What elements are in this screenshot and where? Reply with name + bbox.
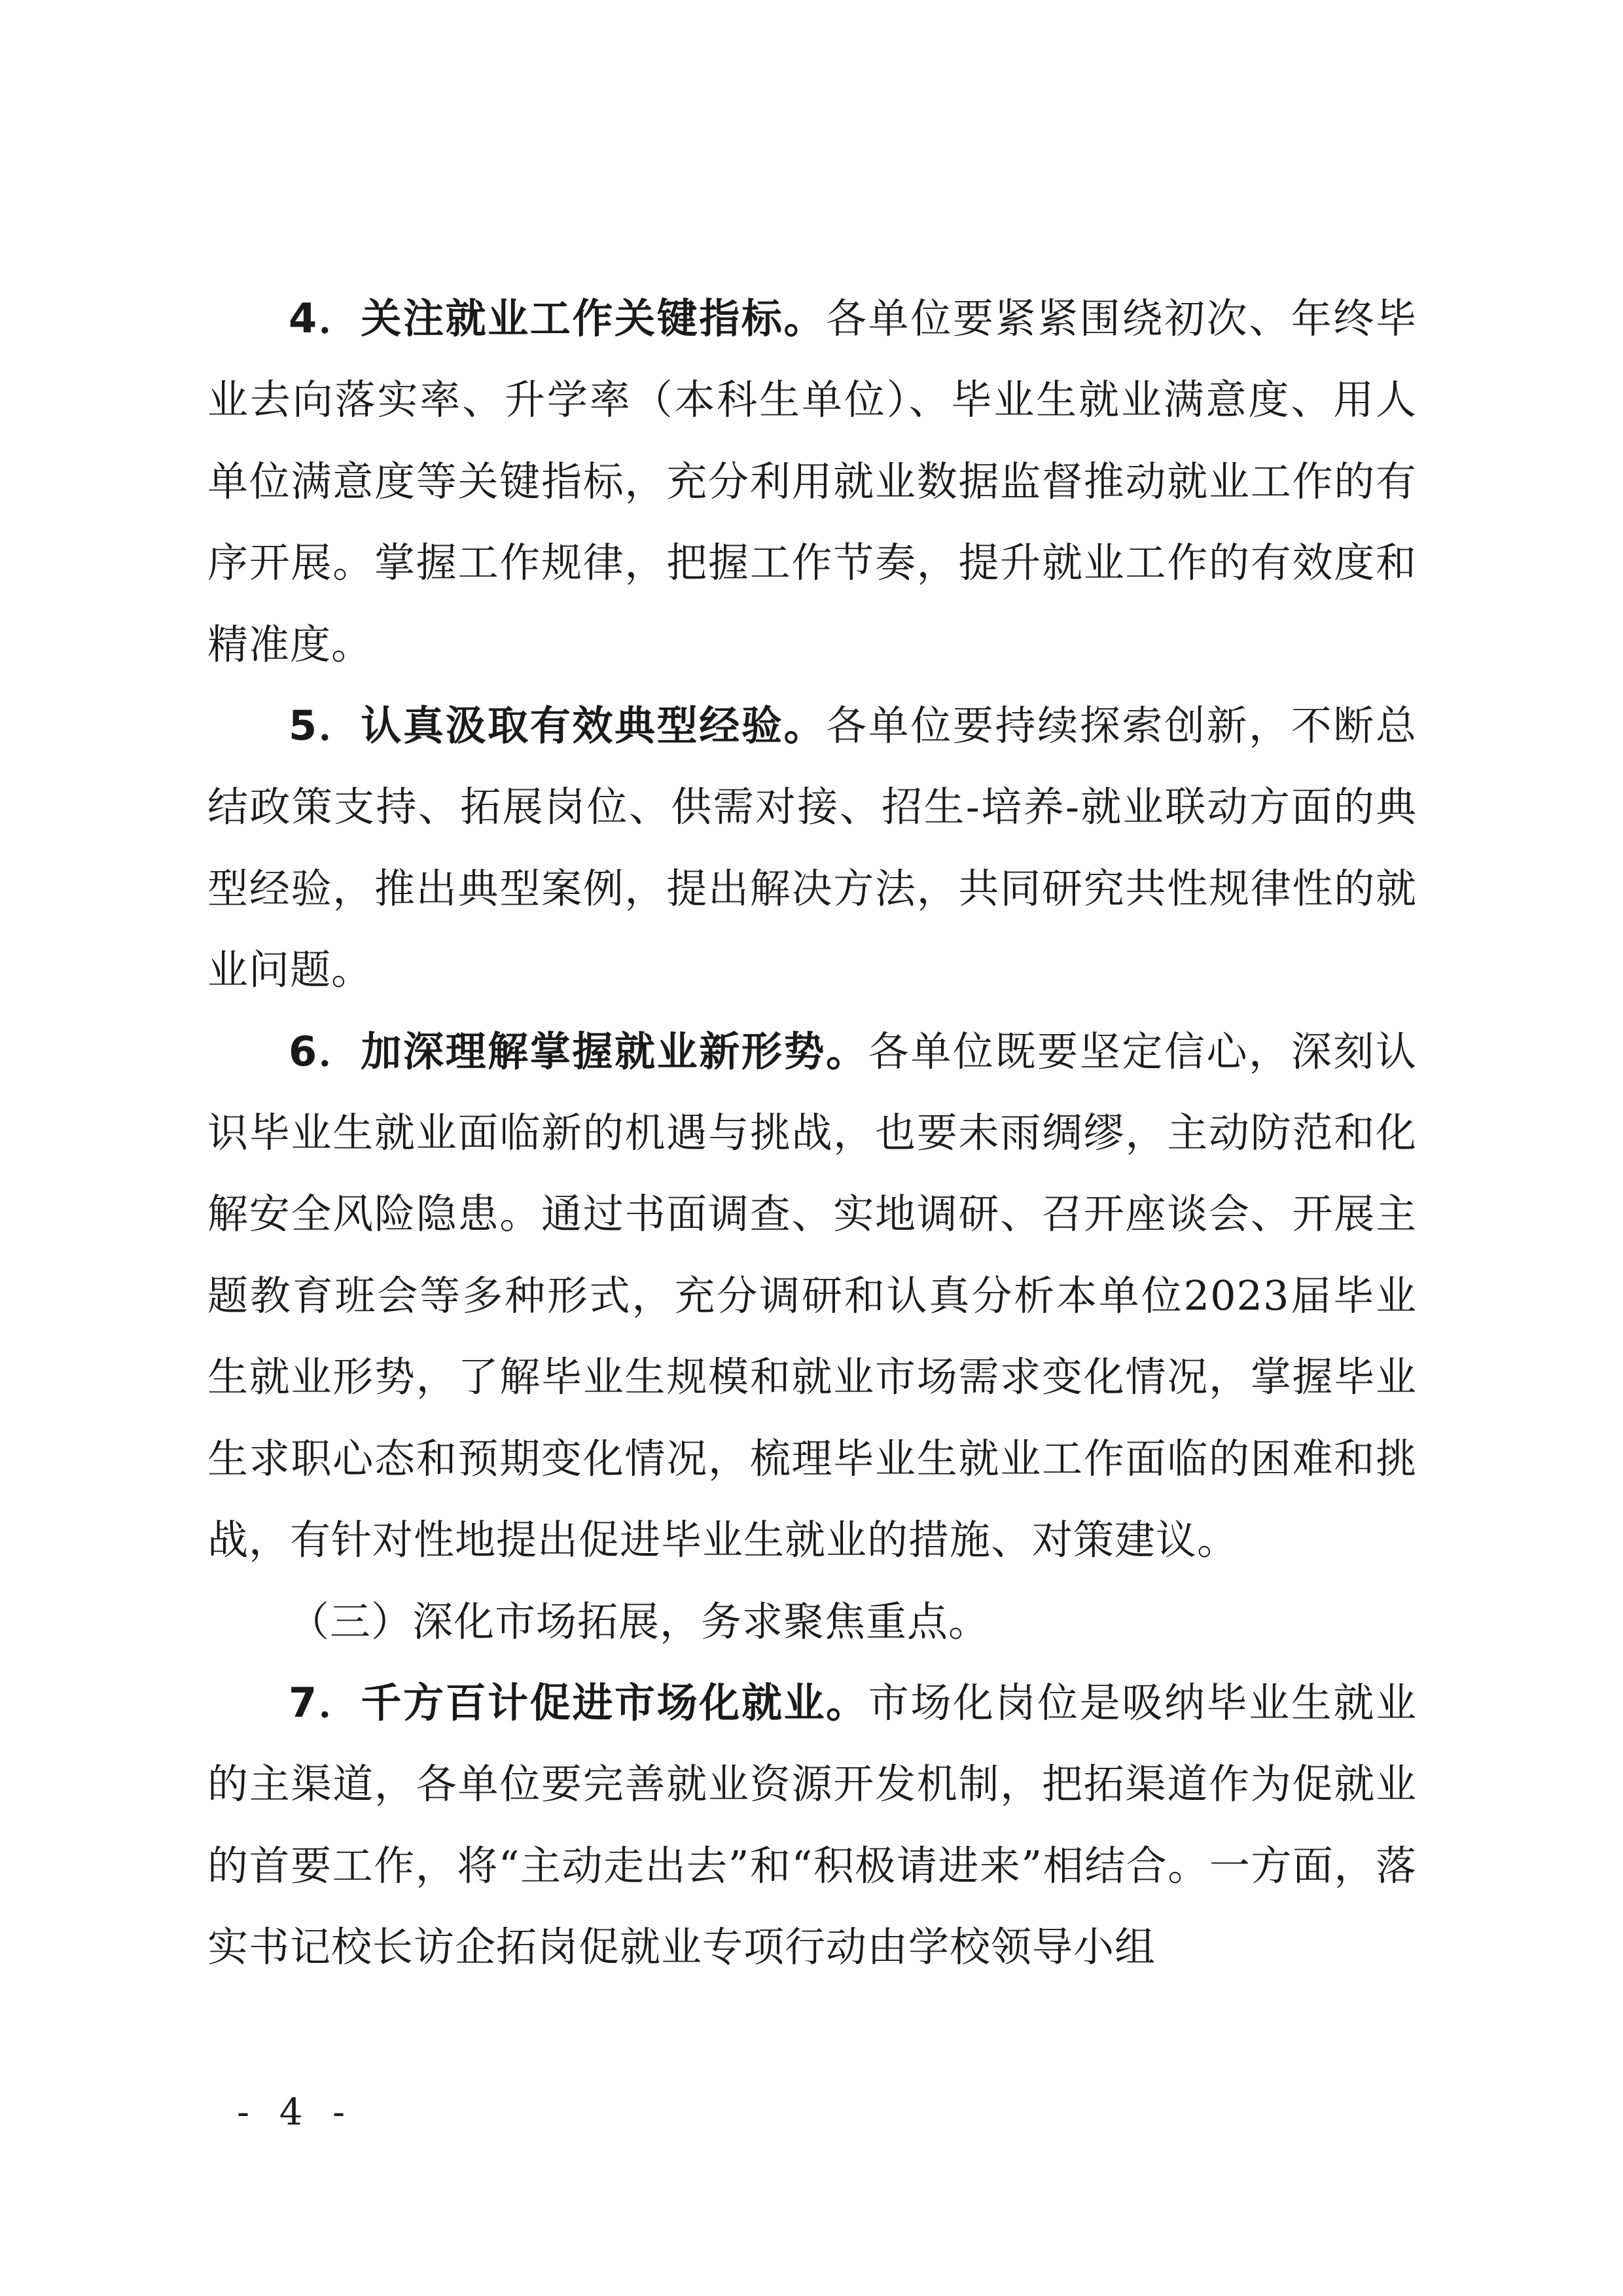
document-body: [207, 278, 1417, 1988]
paragraph-4-heading: 4．关注就业工作关键指标。: [289, 295, 827, 342]
paragraph-5-heading: 5．认真汲取有效典型经验。: [289, 702, 827, 750]
section-heading: （三）深化市场拓展，务求聚焦重点。: [289, 1597, 990, 1645]
paragraph-7: [207, 1662, 1417, 1988]
paragraph-5: [207, 685, 1417, 1011]
paragraph-6-heading: 6．加深理解掌握就业新形势。: [289, 1027, 868, 1075]
paragraph-7-heading: 7．千方百计促进市场化就业。: [289, 1678, 868, 1727]
paragraph-4: [207, 278, 1417, 685]
paragraph-6-text: 各单位既要坚定信心，深刻认识毕业生就业面临新的机遇与挑战，也要未雨绸缪，主动防范和化解安全风险隐患。通过书面调查、实地调研、召开座谈会、开展主题教育班会等多种形式，充分调研和认真分析本单位2023届毕业生就业形势，了解毕业生规模和就业市场需求变化情况，掌握毕业生求职心态和预期变化情况，梳理毕业生就业工作面临的困难和挑战，有针对性地提出促进毕业生就业的措施、对策建议。: [207, 1027, 1417, 1564]
paragraph-5-text: 各单位要持续探索创新，不断总结政策支持、拓展岗位、供需对接、招生-培养-就业联动方面的典型经验，推出典型案例，提出解决方法，共同研究共性规律性的就业问题。: [207, 702, 1417, 994]
page-number: - 4 -: [237, 2091, 355, 2134]
paragraph-4-text: 各单位要紧紧围绕初次、年终毕业去向落实率、升学率（本科生单位）、毕业生就业满意度、用人单位满意度等关键指标，充分利用就业数据监督推动就业工作的有序开展。掌握工作规律，把握工作节奏，提升就业工作的有效度和精准度。: [207, 295, 1417, 668]
paragraph-7-text: 市场化岗位是吸纳毕业生就业的主渠道，各单位要完善就业资源开发机制，把拓渠道作为促就业的首要工作，将“主动走出去”和“积极请进来”相结合。一方面，落实书记校长访企拓岗促就业专项行动由学校领导小组: [207, 1678, 1417, 1971]
paragraph-6: [207, 1011, 1417, 1581]
